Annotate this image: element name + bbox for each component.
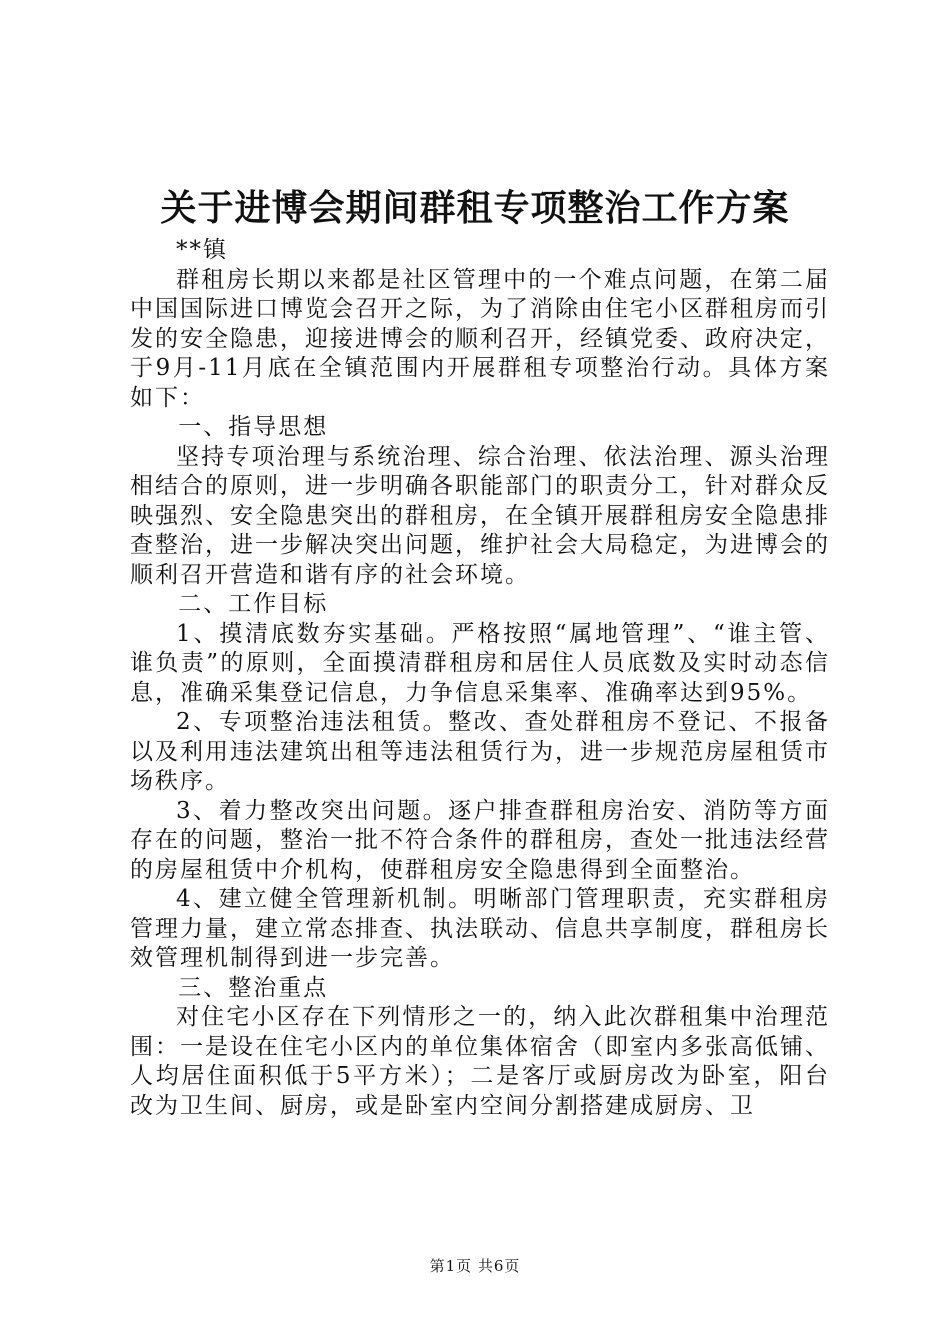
section-heading-2: 二、工作目标 [178,591,329,617]
document-title: 关于进博会期间群租专项整治工作方案 [160,187,790,229]
goal-2-paragraph: 2、专项整治违法租赁。整改、查处群租房不登记、不报备以及利用违法建筑出租等违法租赁行为，进一步规范房屋租赁市场秩序。 [130,709,830,794]
goal-4-paragraph: 4、建立健全管理新机制。明晰部门管理职责，充实群租房管理力量，建立常态排查、执法联动、信息共享制度，群租房长效管理机制得到进一步完善。 [130,886,830,971]
document-body [130,236,830,1121]
section-heading-1: 一、指导思想 [178,414,329,440]
section-1-paragraph: 坚持专项治理与系统治理、综合治理、依法治理、源头治理相结合的原则，进一步明确各职能部门的职责分工，针对群众反映强烈、安全隐患突出的群租房，在全镇开展群租房安全隐患排查整治，进一步解决突出问题，维护社会大局稳定，为进博会的顺利召开营造和谐有序的社会环境。 [130,443,830,588]
goal-3-paragraph: 3、着力整改突出问题。逐户排查群租房治安、消防等方面存在的问题，整治一批不符合条件的群租房，查处一批违法经营的房屋租赁中介机构，使群租房安全隐患得到全面整治。 [130,797,830,883]
intro-paragraph: 群租房长期以来都是社区管理中的一个难点问题，在第二届中国国际进口博览会召开之际，为了消除由住宅小区群租房而引发的安全隐患，迎接进博会的顺利召开，经镇党委、政府决定，于9月-11月底在全镇范围内开展群租专项整治行动。具体方案如下： [130,266,830,411]
section-heading-3: 三、整治重点 [178,974,329,1001]
issuer-line: **镇 [176,237,228,263]
section-3-paragraph: 对住宅小区存在下列情形之一的，纳入此次群租集中治理范围：一是设在住宅小区内的单位集体宿舍（即室内多张高低铺、人均居住面积低于5平方米）；二是客厅或厨房改为卧室，阳台改为卫生间、厨房，或是卧室内空间分割搭建成厨房、卫 [130,1004,830,1119]
page-number-footer: 第1页 共6页 [429,1257,521,1275]
goal-1-paragraph: 1、摸清底数夯实基础。严格按照“属地管理”、“谁主管、谁负责”的原则，全面摸清群租房和居住人员底数及实时动态信息，准确采集登记信息，力争信息采集率、准确率达到95%。 [130,620,830,706]
